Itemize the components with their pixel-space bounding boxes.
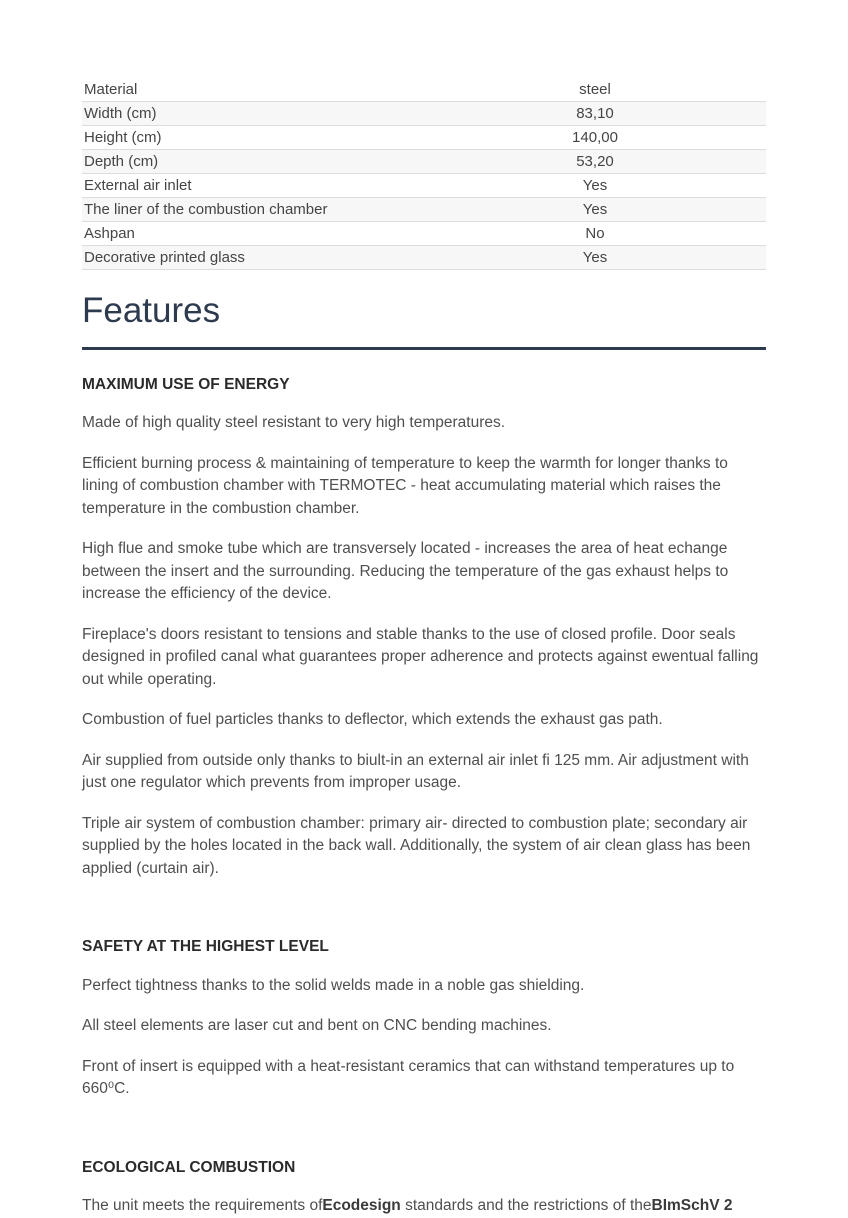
paragraph: Efficient burning process & maintaining of temperature to keep the warmth for longer thanks to lining of combustion chamber with TERMOTEC - heat accumulating material which raises the temperature in the combustion chamber.	[82, 454, 728, 517]
spec-value: 83,10	[576, 105, 614, 122]
spec-row	[82, 198, 766, 222]
spec-row	[82, 126, 766, 150]
paragraph: Made of high quality steel resistant to very high temperatures.	[82, 414, 506, 432]
spec-label: Decorative printed glass	[84, 249, 245, 266]
spec-value: Yes	[582, 249, 608, 266]
page-title: Features	[82, 291, 221, 330]
spec-value: 140,00	[572, 129, 618, 146]
spec-value: steel	[579, 81, 611, 98]
spec-row	[82, 102, 766, 126]
text-run: The unit meets the requirements of	[82, 1197, 323, 1215]
spec-table	[82, 78, 766, 270]
paragraph: Combustion of fuel particles thanks to deflector, which extends the exhaust gas path.	[82, 711, 663, 729]
spec-row	[82, 174, 766, 198]
section-heading: SAFETY AT THE HIGHEST LEVEL	[82, 938, 329, 956]
section-safety-at-the-highest-level	[82, 938, 766, 1101]
spec-label: The liner of the combustion chamber	[84, 201, 328, 218]
spec-label: Depth (cm)	[84, 153, 159, 170]
text-run-bold: Ecodesign	[322, 1197, 401, 1215]
paragraph: Air supplied from outside only thanks to biult-in an external air inlet fi 125 mm. Air adjustment with just one regulator which prevents from improper usage.	[82, 751, 749, 792]
spec-value: Yes	[582, 177, 608, 194]
page-content	[82, 0, 766, 1218]
paragraph: All steel elements are laser cut and bent on CNC bending machines.	[82, 1017, 552, 1035]
spec-row	[82, 246, 766, 270]
paragraph: Fireplace's doors resistant to tensions and stable thanks to the use of closed profile. Door seals designed in profiled canal what guarantees proper adherence and protects against ewentual falling out while operating.	[82, 625, 759, 688]
spec-row	[82, 78, 766, 102]
spec-label: External air inlet	[84, 177, 192, 194]
spec-label: Width (cm)	[84, 105, 157, 122]
section-ecological-combustion	[82, 1159, 766, 1218]
spec-row	[82, 222, 766, 246]
spec-row	[82, 150, 766, 174]
paragraph: Front of insert is equipped with a heat-resistant ceramics that can withstand temperatures up to 660⁰C.	[82, 1057, 735, 1098]
spec-value: No	[585, 225, 605, 242]
section-heading: MAXIMUM USE OF ENERGY	[82, 375, 290, 393]
spec-value: 53,20	[576, 153, 614, 170]
paragraph: Perfect tightness thanks to the solid welds made in a noble gas shielding.	[82, 976, 585, 994]
spec-value: Yes	[582, 201, 608, 218]
text-run-bold: BImSchV 2	[651, 1197, 733, 1215]
paragraph: Triple air system of combustion chamber: primary air- directed to combustion plate; secondary air supplied by the holes located in the back wall. Additionally, the system of air clean glass has been applied (curtain air).	[82, 814, 751, 877]
text-run: standards and the restrictions of the	[400, 1197, 652, 1215]
section-heading: ECOLOGICAL COMBUSTION	[82, 1158, 296, 1176]
title-divider	[82, 347, 766, 350]
spec-label: Ashpan	[84, 225, 135, 242]
paragraph	[82, 1195, 766, 1218]
paragraph: High flue and smoke tube which are transversely located - increases the area of heat echange between the insert and the surrounding. Reducing the temperature of the gas exhaust helps to increase the efficiency of the device.	[82, 540, 729, 603]
spec-label: Material	[84, 81, 138, 98]
spec-label: Height (cm)	[84, 129, 162, 146]
section-maximum-use-of-energy	[82, 376, 766, 881]
